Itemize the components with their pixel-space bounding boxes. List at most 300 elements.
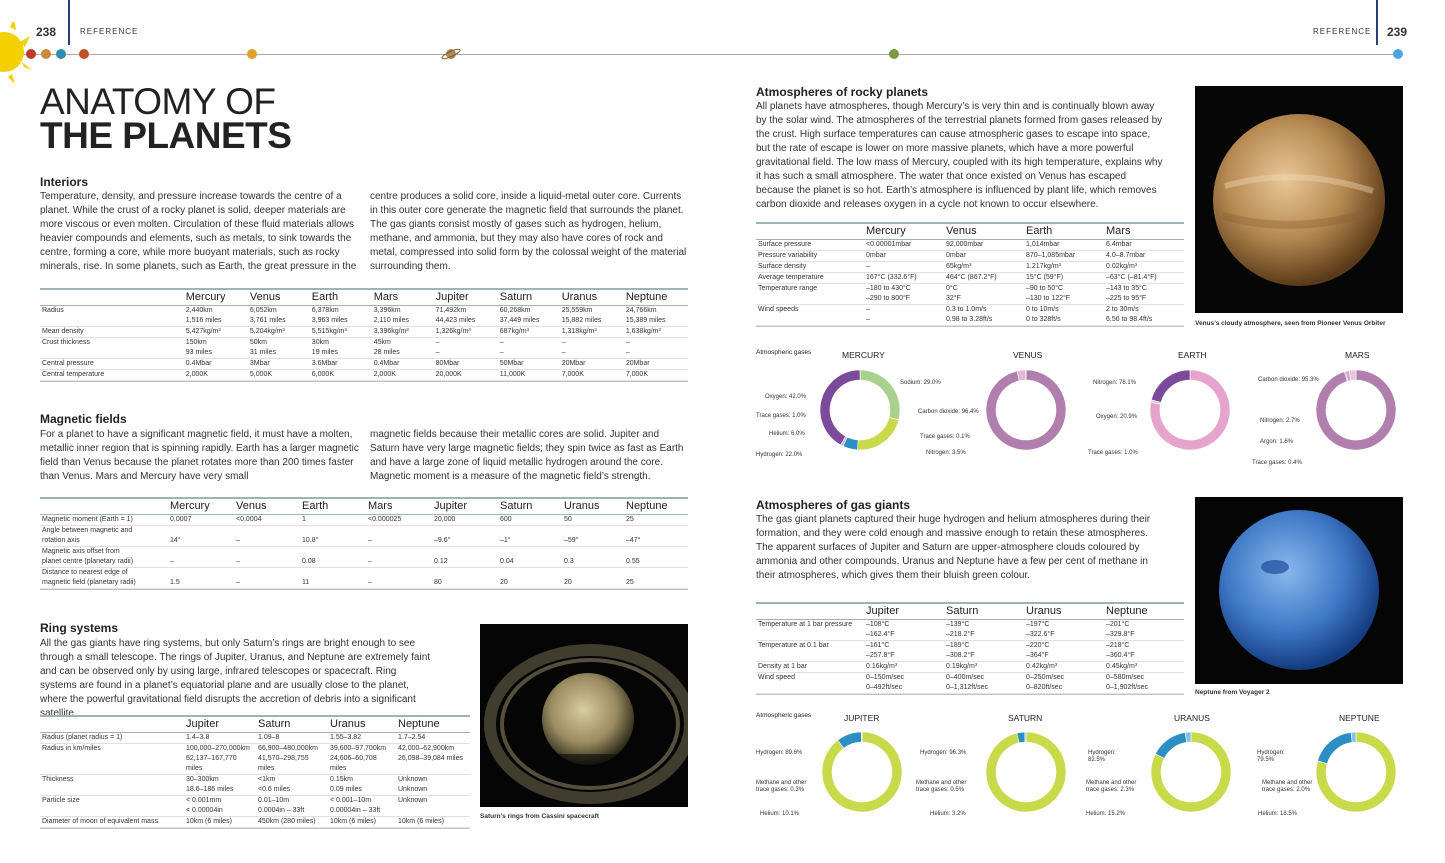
table-cell: –161°C –257.8°F (866, 642, 895, 659)
donut-label: Hydrogen: 79.5% (1257, 750, 1285, 763)
gas-text: The gas giant planets captured their huge hydrogen and helium atmospheres during their formation, and they were cold enough and massive enough to retain these atmospheres. The apparent surfaces of Jupiter and Saturn are upper-atmosphere clouds coloured by ammonia and other compounds. Uranus and Neptune have a few per cent of methane in their atmospheres, which gives them their bluish green colour. (756, 514, 1151, 581)
table-row (756, 673, 1184, 694)
header-divider-left (68, 0, 70, 45)
table-cell: 150km 93 miles (185, 339, 212, 356)
donut-label: Hydrogen: 96.3% (920, 750, 967, 756)
table-row-label: Temperature at 0.1 bar (758, 642, 829, 649)
table-cell: 50Mbar (499, 360, 524, 367)
table-cell: 11 (302, 579, 310, 586)
donut-segment (1316, 370, 1396, 450)
table-row-label: Density at 1 bar (758, 663, 808, 670)
table-cell: 10km (6 miles) (330, 818, 376, 825)
table-cell: 6,378km 3,963 miles (311, 307, 348, 324)
donut-label: Trace gases: 1.0% (756, 413, 806, 419)
table-header-cell: Mercury (170, 500, 210, 512)
table-header-cell: Saturn (258, 718, 291, 730)
table-header-cell: Mars (373, 291, 399, 303)
table-cell: Unknown (398, 797, 428, 804)
table-cell: 2,000K (373, 371, 396, 378)
donut-label: Oxygen: 20.9% (1096, 414, 1138, 420)
table-cell: 1.4–3.8 (186, 734, 210, 741)
donut-label: Methane and other trace gases: 0.5% (916, 780, 967, 793)
table-header-cell: Jupiter (186, 718, 220, 730)
table-cell: –197°C –322.6°F (1026, 621, 1055, 638)
donut-label: Methane and other trace gases: 0.3% (756, 780, 807, 793)
donut-title: URANUS (1174, 713, 1210, 723)
table-row (40, 568, 688, 589)
table-row-label: Mean density (42, 328, 84, 335)
table-cell: 870–1,085mbar (1026, 252, 1076, 259)
table-cell: –139°C –218.2°F (946, 621, 975, 638)
rocky-text: All planets have atmospheres, though Mercury’s is very thin and is continually blown away by the solar wind. The atmospheres of the terrestrial planets formed from gases released by the crust. High surface temperatures can cause atmospheric gases to escape into space, but the rate of escape is lower on more massive planets, which have a more powerful gravitational field. The low mass of Mercury, coupled with its high temperature, explains why it has such a small atmosphere. The water that once existed on Venus has escaped because the planet is so hot. Earth’s atmosphere is influenced by plant life, which removes carbon dioxide and releases oxygen in a cycle not known to occur elsewhere. (756, 101, 1163, 210)
table-cell: –220°C –364°F (1026, 642, 1050, 659)
donut-label: Oxygen: 42.0% (765, 394, 807, 400)
jupiter-dot-icon (247, 49, 257, 59)
donut-label: Helium: 18.5% (1258, 811, 1298, 817)
table-cell: 4.0–8.7mbar (1106, 252, 1146, 259)
table-cell: –180 to 430°C –290 to 800°F (866, 285, 911, 302)
table-header-cell (756, 604, 864, 620)
table-cell: 20 (564, 579, 572, 586)
table-cell: < 0.001mm < 0.00004in (186, 797, 223, 814)
table-cell: 0–150m/sec 0–492ft/sec (866, 674, 905, 691)
uranus-dot-icon (889, 49, 899, 59)
table-row-label: Surface density (758, 263, 807, 270)
donut-label: Sodium: 29.0% (900, 380, 941, 386)
table-cell: 2,000K (185, 371, 208, 378)
rings-text: All the gas giants have ring systems, but only Saturn’s rings are bright enough to see through a small telescope. The rings of Jupiter, Uranus, and Neptune are extremely faint and can be observed only by using large, infrared telescopes or spacecraft. Ring systems are found in a planet’s equatorial plane and are usually close to the planet, where the powerful gravitational field disrupts the accretion of debris into a significant satellite. (40, 638, 431, 719)
page-title-line2: THE PLANETS (40, 115, 292, 156)
table-cell: 1,014mbar (1026, 241, 1060, 248)
table-cell: 5,515kg/m³ (311, 328, 347, 335)
table-cell: 1,326kg/m³ (435, 328, 471, 335)
table-row (40, 306, 688, 327)
table-cell: 450km (280 miles) (258, 818, 316, 825)
table-header-cell: Earth (302, 500, 329, 512)
table-cell: – (236, 579, 240, 586)
donut-chart-mercury (810, 360, 910, 460)
page-title-line1: ANATOMY OF (40, 81, 276, 122)
table-cell: 1,638kg/m³ (625, 328, 661, 335)
table-cell: 14° (170, 537, 181, 544)
table-cell: –9.6° (434, 537, 451, 544)
table-cell: 50km 31 miles (249, 339, 276, 356)
table-cell: 5,000K (249, 371, 273, 378)
table-cell: 39,600–97,700km 24,606–60,708 miles (330, 745, 387, 772)
table-header-cell: Earth (311, 291, 339, 303)
data-table (756, 224, 1184, 326)
table-header-cell: Uranus (1026, 605, 1062, 617)
table-cell: 0 to 10m/s 0 to 328ft/s (1026, 306, 1061, 323)
gas-table (756, 602, 1184, 695)
table-cell: 0.01–10m 0.0004in – 33ft (258, 797, 305, 814)
donut-label: Carbon dioxide: 95.3% (1258, 377, 1319, 383)
table-row-label: Central temperature (42, 371, 105, 378)
donut-title: JUPITER (844, 713, 880, 723)
rocky-heading: Atmospheres of rocky planets (756, 85, 929, 99)
donut-label: Hydrogen: 82.5% (1088, 750, 1116, 763)
table-header-cell: Uranus (564, 500, 600, 512)
donut-label: Nitrogen: 78.1% (1093, 380, 1137, 386)
magnetic-heading: Magnetic fields (40, 412, 127, 426)
table-row (756, 284, 1184, 305)
donut-segment (820, 370, 860, 445)
table-cell: 1.09–8 (258, 734, 280, 741)
donut-title: SATURN (1008, 713, 1043, 723)
table-cell: 20,000K (435, 371, 462, 378)
table-cell: 464°C (867.2°F) (946, 274, 997, 281)
table-row (40, 744, 470, 775)
venus-photo (1195, 86, 1403, 313)
table-cell: 1.7–2.54 (398, 734, 426, 741)
table-cell: – (368, 579, 372, 586)
table-row (40, 547, 688, 568)
table-cell: 0.3 to 1.0m/s 0.98 to 3.28ft/s (946, 306, 993, 323)
data-table (40, 290, 688, 381)
table-header-cell: Mars (368, 500, 393, 512)
table-cell: 7,000K (561, 371, 584, 378)
table-cell: 20,000 (434, 516, 456, 523)
table-cell: 6,052km 3,761 miles (249, 307, 286, 324)
table-cell: 0–580m/sec 0–1,902ft/sec (1106, 674, 1149, 691)
neptune-photo (1195, 497, 1403, 684)
neptune-dot-icon (1393, 49, 1403, 59)
table-row-label: Average temperature (758, 274, 824, 281)
table-cell: 10km (6 miles) (398, 818, 444, 825)
donut-label: Trace gases: 0.4% (1252, 460, 1302, 466)
table-row-label: Radius in km/miles (42, 745, 101, 752)
header-divider-right (1376, 0, 1378, 45)
table-cell: –59° (564, 537, 579, 544)
table-header-cell: Venus (236, 500, 267, 512)
donut-label: Nitrogen: 3.5% (926, 450, 966, 456)
donut-label: Hydrogen: 22.0% (756, 452, 803, 458)
table-row-label: Particle size (42, 797, 80, 804)
table-cell: <1km <0.6 miles (258, 776, 291, 793)
table-cell: – (866, 263, 870, 270)
table-cell: 66,900–480,000km 41,570–298,755 miles (258, 745, 318, 772)
table-cell: 10.8° (302, 537, 319, 544)
table-header-cell: Mars (1106, 225, 1131, 237)
donut-label: Methane and other trace gases: 2.0% (1262, 780, 1313, 793)
table-cell: Unknown Unknown (398, 776, 428, 793)
neptune-caption: Neptune from Voyager 2 (1195, 689, 1270, 696)
table-cell: – – (625, 339, 630, 356)
table-row (756, 251, 1184, 262)
donut-label: Helium: 10.1% (760, 811, 800, 817)
table-cell: 0.02kg/m³ (1106, 263, 1138, 270)
table-cell: 6.4mbar (1106, 241, 1132, 248)
table-cell: 687kg/m³ (499, 328, 529, 335)
table-cell: 20Mbar (625, 360, 650, 367)
table-cell: 0.19kg/m³ (946, 663, 978, 670)
table-cell: 3,396km 2,110 miles (373, 307, 409, 324)
table-cell: 3Mbar (249, 360, 270, 367)
saturn-photo (480, 624, 688, 807)
donut-label: Hydrogen: 89.6% (756, 750, 803, 756)
donut-segment (1318, 732, 1353, 763)
table-cell: 0.3 (564, 558, 574, 565)
donut-label: Helium: 3.2% (930, 811, 966, 817)
table-cell: 0.08 (302, 558, 316, 565)
table-cell: –47° (626, 537, 641, 544)
table-cell: 0mbar (866, 252, 886, 259)
table-header-cell: Earth (1026, 225, 1053, 237)
table-cell: 1,318kg/m³ (561, 328, 597, 335)
table-cell: 0–250m/sec 0–820ft/sec (1026, 674, 1065, 691)
table-cell: 0.55 (626, 558, 640, 565)
table-cell: 0–400m/sec 0–1,312ft/sec (946, 674, 989, 691)
table-cell: 100,000–270,000km 62,137–167,770 miles (186, 745, 250, 772)
table-cell: 42,000–62,900km 26,098–39,084 miles (398, 745, 463, 762)
table-header-cell: Neptune (626, 500, 668, 512)
data-table (756, 604, 1184, 694)
magnetic-text-col2: magnetic fields because their metallic cores are solid. Jupiter and Saturn have very large magnetic fields; they spin twice as fast as Earth and have a large zone of liquid metallic hydrogen around the core. Magnetic moment is a measure of the magnetic field’s strength. (370, 429, 684, 482)
table-cell: 20Mbar (561, 360, 586, 367)
table-header-cell (40, 717, 184, 733)
table-cell: 25,559km 15,882 miles (561, 307, 602, 324)
donut-segment (1155, 732, 1186, 758)
table-cell: – (170, 558, 174, 565)
table-row-label: Wind speeds (758, 306, 799, 313)
table-row (756, 620, 1184, 641)
donut-title: MARS (1345, 350, 1370, 360)
rings-table (40, 715, 470, 829)
table-row-label: Pressure variability (758, 252, 818, 259)
donut-segment (822, 732, 902, 812)
table-header-cell (40, 499, 168, 515)
interiors-text-col2: centre produces a solid core, inside a liquid-metal outer core. Currents in this outer core generate the magnetic field that surrounds the planet. The gas giants consist mostly of gases such as hydrogen, helium, methane, and ammonia, but they may also have cores of rock and metal, compressed into solid form by the colossal weight of the material surrounding them. (370, 191, 687, 272)
table-header-cell: Saturn (499, 291, 533, 303)
table-cell: 1.5 (170, 579, 180, 586)
rings-heading: Ring systems (40, 621, 119, 635)
table-row-label: Temperature at 1 bar pressure (758, 621, 853, 628)
table-header-cell: Neptune (398, 718, 440, 730)
gas-gases-label: Atmospheric gases (756, 712, 812, 719)
donut-segment (1151, 370, 1190, 402)
table-cell: 71,492km 44,423 miles (435, 307, 476, 324)
table-cell: 60,268km 37,449 miles (499, 307, 540, 324)
table-row-label: Distance to nearest edge of magnetic field (planetary radii) (42, 569, 136, 586)
table-header-cell: Saturn (946, 605, 979, 617)
table-row (756, 305, 1184, 326)
table-row (40, 526, 688, 547)
donut-title: EARTH (1178, 350, 1207, 360)
interiors-text-col1: Temperature, density, and pressure increase towards the centre of a planet. While the crust of a rocky planet is solid, deeper materials are more viscous or even molten. Circulation of these fluid materials allows heavier compounds and elements, such as metals, to sink towards the centre, forming a core, while more buoyant materials, such as rocky minerals, rise. In some planets, such as Earth, the great pressure in the (40, 191, 357, 272)
table-row (756, 262, 1184, 273)
table-cell: 0.45kg/m³ (1106, 663, 1138, 670)
table-cell: 3,396kg/m³ (373, 328, 409, 335)
table-row (40, 733, 470, 744)
table-cell: 0.4Mbar (373, 360, 400, 367)
table-row (40, 515, 688, 526)
rocky-table (756, 222, 1184, 327)
table-cell: – – (561, 339, 566, 356)
table-header-cell (756, 224, 864, 240)
table-header-cell (40, 290, 184, 306)
donut-label: Trace gases: 1.0% (1088, 450, 1138, 456)
table-cell: <0.000025 (368, 516, 402, 523)
donut-segment (860, 370, 900, 420)
table-header-cell: Neptune (625, 291, 668, 303)
table-header-cell: Mercury (866, 225, 906, 237)
table-cell: 92,000mbar (946, 241, 984, 248)
venus-caption: Venus’s cloudy atmosphere, seen from Pioneer Venus Orbiter (1195, 320, 1386, 327)
table-cell: –90 to 50°C –130 to 122°F (1026, 285, 1071, 302)
table-cell: – – (866, 306, 870, 323)
table-cell: 1 (302, 516, 306, 523)
table-cell: 167°C (332.6°F) (866, 274, 917, 281)
donut-chart-venus (976, 360, 1076, 460)
donut-chart-jupiter (812, 722, 912, 822)
donut-label: Nitrogen: 2.7% (1260, 418, 1300, 424)
donut-chart-uranus (1141, 722, 1241, 822)
table-cell: –1° (500, 537, 511, 544)
table-cell: <0.0004 (236, 516, 262, 523)
magnetic-table (40, 497, 688, 590)
table-row-label: Diameter of moon of equivalent mass (42, 818, 158, 825)
table-row (40, 327, 688, 338)
saturn-dot-icon (439, 44, 463, 64)
venus-dot-icon (41, 49, 51, 59)
table-cell: 0°C 32°F (946, 285, 961, 302)
table-row-label: Radius (planet radius = 1) (42, 734, 123, 741)
donut-title: MERCURY (842, 350, 885, 360)
section-label-right: REFERENCE (1313, 27, 1372, 36)
table-row-label: Magnetic moment (Earth = 1) (42, 516, 133, 523)
donut-segment (857, 417, 898, 450)
table-cell: 1.217kg/m³ (1026, 263, 1062, 270)
table-row (40, 775, 470, 796)
table-cell: 6,000K (311, 371, 334, 378)
table-cell: –63°C (–81.4°F) (1106, 274, 1157, 281)
table-cell: – (368, 558, 372, 565)
donut-label: Argon: 1.6% (1260, 439, 1294, 445)
interiors-heading: Interiors (40, 175, 89, 189)
table-row (40, 359, 688, 370)
table-row (40, 370, 688, 381)
table-cell: 30–300km 18.6–186 miles (186, 776, 234, 793)
table-cell: < 0.001–10m 0.00004in – 33ft (330, 797, 381, 814)
table-row-label: Temperature range (758, 285, 818, 292)
donut-label: Helium: 6.0% (769, 431, 805, 437)
table-cell: 11,000K (499, 371, 526, 378)
table-cell: 20 (500, 579, 508, 586)
interiors-table (40, 288, 688, 382)
table-cell: 80Mbar (435, 360, 460, 367)
donut-title: NEPTUNE (1339, 713, 1380, 723)
section-label-left: REFERENCE (80, 27, 139, 36)
table-cell: 10km (6 miles) (186, 818, 232, 825)
table-cell: 2 to 30m/s 6.56 to 98.4ft/s (1106, 306, 1153, 323)
donut-label: Carbon dioxide: 96.4% (918, 409, 979, 415)
table-cell: –218°C –360.4°F (1106, 642, 1135, 659)
gas-heading: Atmospheres of gas giants (756, 498, 911, 512)
donut-segment (1025, 732, 1026, 742)
table-header-cell: Jupiter (866, 605, 900, 617)
table-cell: 0.12 (434, 558, 448, 565)
donut-title: VENUS (1013, 350, 1043, 360)
table-cell: 80 (434, 579, 442, 586)
donut-label: Trace gases: 0.1% (920, 434, 970, 440)
table-cell: 0.04 (500, 558, 514, 565)
data-table (40, 499, 688, 589)
magnetic-text-col1: For a planet to have a significant magnetic field, it must have a molten, metallic inner region that is spinning rapidly. Earth has a larger magnetic field than Venus because the planet rotates more than 200 times faster than Venus. Mars and Mercury have very small (40, 429, 359, 482)
table-header-cell: Mercury (185, 291, 226, 303)
table-cell: 0.15km 0.09 miles (330, 776, 362, 793)
table-row-label: Radius (42, 307, 64, 314)
table-cell: –108°C –162.4°F (866, 621, 895, 638)
table-cell: 600 (500, 516, 512, 523)
donut-segment (861, 732, 862, 742)
earth-dot-icon (56, 49, 66, 59)
table-header-cell: Saturn (500, 500, 533, 512)
table-cell: 1.55–3.82 (330, 734, 362, 741)
donut-chart-neptune (1306, 722, 1406, 822)
table-row-label: Wind speed (758, 674, 795, 681)
donut-chart-saturn (976, 722, 1076, 822)
mercury-dot-icon (26, 49, 36, 59)
table-cell: –201°C –329.8°F (1106, 621, 1135, 638)
table-cell: 0.4Mbar (185, 360, 212, 367)
table-cell: 45km 28 miles (373, 339, 400, 356)
table-cell: 5,427kg/m³ (185, 328, 221, 335)
table-header-cell: Uranus (561, 291, 598, 303)
donut-label: Helium: 15.2% (1086, 811, 1126, 817)
table-cell: 0.16kg/m³ (866, 663, 898, 670)
table-header-cell: Neptune (1106, 605, 1148, 617)
table-row-label: Magnetic axis offset from planet centre (planetary radii) (42, 548, 134, 565)
table-cell: – (236, 537, 240, 544)
table-cell: 2,440km 1,516 miles (185, 307, 222, 324)
table-cell: – – (499, 339, 504, 356)
table-cell: 7,000K (625, 371, 648, 378)
donut-chart-mars (1306, 360, 1406, 460)
mars-dot-icon (79, 49, 89, 59)
table-row (40, 338, 688, 359)
table-row (40, 796, 470, 817)
table-cell: 3.6Mbar (311, 360, 338, 367)
donut-segment (986, 732, 1066, 812)
table-row-label: Angle between magnetic and rotation axis (42, 527, 133, 544)
table-cell: 15°C (59°F) (1026, 274, 1064, 281)
rocky-gases-label: Atmospheric gases (756, 349, 812, 356)
table-row (756, 662, 1184, 673)
table-cell: 0.42kg/m³ (1026, 663, 1058, 670)
table-row (756, 240, 1184, 251)
page-number-right: 239 (1387, 25, 1408, 39)
table-header-cell: Jupiter (434, 500, 468, 512)
table-row-label: Central pressure (42, 360, 94, 367)
table-header-cell: Jupiter (435, 291, 469, 303)
table-cell: 0mbar (946, 252, 966, 259)
table-cell: –189°C –308.2°F (946, 642, 975, 659)
table-cell: 25 (626, 516, 634, 523)
donut-label: Methane and other trace gases: 2.3% (1086, 780, 1137, 793)
table-cell: – – (435, 339, 440, 356)
table-cell: – (236, 558, 240, 565)
donut-chart-earth (1140, 360, 1240, 460)
table-row-label: Thickness (42, 776, 74, 783)
table-row (756, 641, 1184, 662)
table-cell: –143 to 35°C –225 to 95°F (1106, 285, 1147, 302)
table-cell: 50 (564, 516, 572, 523)
saturn-caption: Saturn’s rings from Cassini spacecraft (480, 813, 599, 820)
table-cell: – (368, 537, 372, 544)
table-cell: 65kg/m³ (946, 263, 972, 270)
page-number-left: 238 (36, 25, 57, 39)
data-table (40, 717, 470, 828)
